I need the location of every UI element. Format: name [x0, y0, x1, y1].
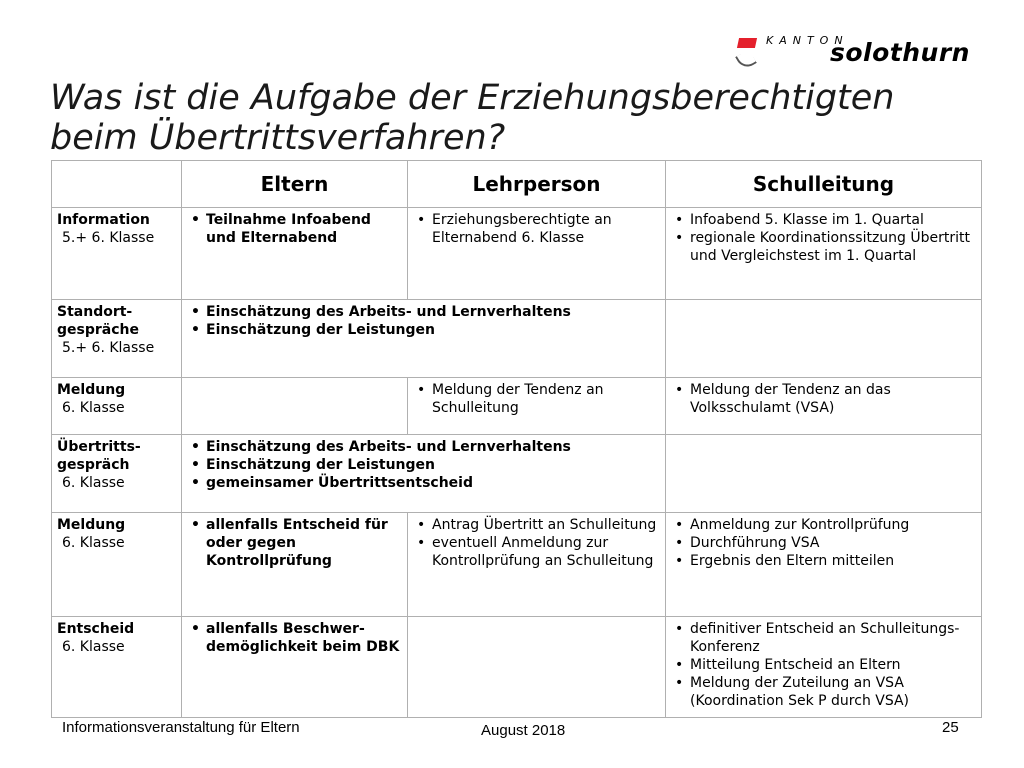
cell-schulleitung [666, 513, 982, 617]
table-row [52, 513, 982, 617]
list-item: • gemeinsamer Übertrittsentscheid [186, 474, 661, 492]
list-item: • Antrag Übertritt an Schulleitung [412, 516, 661, 534]
list-item: • regionale Koordinationssitzung Übertritt und Vergleichstest im 1. Quartal [670, 229, 977, 265]
header-empty [52, 161, 182, 208]
row-title: Meldung [57, 517, 126, 533]
row-label [52, 435, 182, 513]
table-row [52, 208, 982, 300]
list-item: • Einschätzung der Leistungen [186, 456, 661, 474]
row-subtitle: 6. Klasse [62, 535, 125, 551]
list-item: • Teilnahme Infoabend und Elternabend [186, 211, 403, 247]
footer-date: August 2018 [481, 722, 566, 739]
row-label [52, 300, 182, 378]
row-label [52, 513, 182, 617]
list-item: • allenfalls Beschwer-demöglichkeit beim DBK [186, 620, 403, 656]
table-row [52, 378, 982, 435]
footer-event-name: Informationsveranstaltung für Eltern [62, 719, 300, 736]
row-subtitle: 6. Klasse [62, 475, 125, 491]
responsibility-table [51, 160, 982, 718]
row-title: Entscheid [57, 621, 135, 637]
cell-eltern [182, 378, 408, 435]
cell-lehrperson [408, 208, 666, 300]
page-number: 25 [942, 719, 959, 736]
cell-eltern-lehrperson [182, 435, 666, 513]
row-label [52, 617, 182, 718]
row-subtitle: 5.+ 6. Klasse [62, 340, 155, 356]
logo-name-text: solothurn [830, 38, 970, 67]
list-item: • Meldung der Zuteilung an VSA (Koordination Sek P durch VSA) [670, 674, 977, 710]
row-label [52, 208, 182, 300]
logo-swoosh-icon [735, 49, 757, 71]
row-subtitle: 6. Klasse [62, 639, 125, 655]
table-row [52, 617, 982, 718]
header-eltern: Eltern [182, 161, 408, 208]
kanton-solothurn-logo [738, 28, 988, 78]
list-item: • Mitteilung Entscheid an Eltern [670, 656, 977, 674]
table-row [52, 300, 982, 378]
cell-schulleitung [666, 378, 982, 435]
list-item: • Einschätzung des Arbeits- und Lernverhaltens [186, 303, 661, 321]
cell-lehrperson [408, 378, 666, 435]
list-item: • Einschätzung der Leistungen [186, 321, 661, 339]
list-item: • Erziehungsberechtigte an Elternabend 6. Klasse [412, 211, 661, 247]
cell-schulleitung [666, 300, 982, 378]
list-item: • allenfalls Entscheid für oder gegen Kontrollprüfung [186, 516, 403, 570]
cell-schulleitung [666, 208, 982, 300]
list-item: • Infoabend 5. Klasse im 1. Quartal [670, 211, 977, 229]
cell-eltern [182, 617, 408, 718]
row-title: Information [57, 212, 150, 228]
list-item: • Einschätzung des Arbeits- und Lernverhaltens [186, 438, 661, 456]
row-title: Übertritts-gespräch [57, 439, 141, 473]
cell-lehrperson [408, 513, 666, 617]
cell-lehrperson [408, 617, 666, 718]
row-title: Meldung [57, 382, 126, 398]
cell-eltern-lehrperson [182, 300, 666, 378]
header-schulleitung: Schulleitung [666, 161, 982, 208]
row-title: Standort-gespräche [57, 304, 139, 338]
list-item: • Ergebnis den Eltern mitteilen [670, 552, 977, 570]
list-item: • Durchführung VSA [670, 534, 977, 552]
row-label [52, 378, 182, 435]
slide-title: Was ist die Aufgabe der Erziehungsberechtigten beim Übertrittsverfahren? [50, 78, 895, 158]
header-lehrperson: Lehrperson [408, 161, 666, 208]
table-header-row [52, 161, 982, 208]
logo-red-mark-icon [737, 38, 757, 48]
list-item: • definitiver Entscheid an Schulleitungs-Konferenz [670, 620, 977, 656]
cell-schulleitung [666, 435, 982, 513]
list-item: • Meldung der Tendenz an das Volksschulamt (VSA) [670, 381, 977, 417]
row-subtitle: 5.+ 6. Klasse [62, 230, 155, 246]
cell-eltern [182, 208, 408, 300]
table-row [52, 435, 982, 513]
row-subtitle: 6. Klasse [62, 400, 125, 416]
list-item: • eventuell Anmeldung zur Kontrollprüfung an Schulleitung [412, 534, 661, 570]
logo-kanton-text: KANTON [766, 34, 849, 47]
list-item: • Meldung der Tendenz an Schulleitung [412, 381, 661, 417]
cell-schulleitung [666, 617, 982, 718]
list-item: • Anmeldung zur Kontrollprüfung [670, 516, 977, 534]
cell-eltern [182, 513, 408, 617]
